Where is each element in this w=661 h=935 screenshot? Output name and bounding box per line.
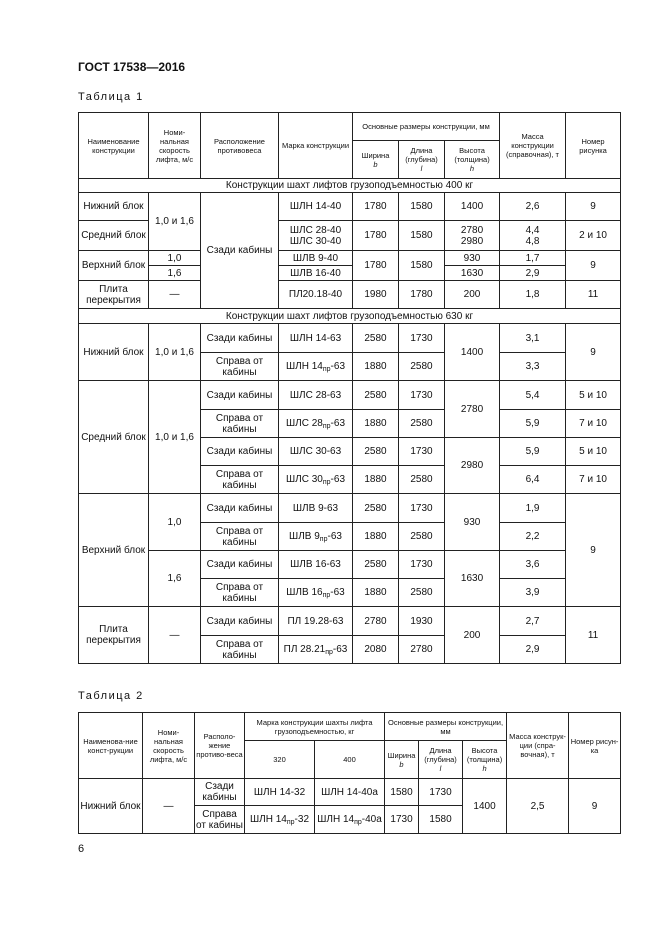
figure-cell: 5 и 10 — [566, 438, 621, 466]
mark-cell: ШЛС 28-40 ШЛС 30-40 — [279, 221, 353, 251]
counterweight-cell: Справа от кабины — [201, 353, 279, 381]
mark-cell: ШЛВ $9_{пр}-63$ — [279, 523, 353, 551]
hdr-counterweight: Расположение противовеса — [201, 113, 279, 179]
length-cell: 2580 — [399, 466, 445, 494]
hdr-name: Наименова-ние конст-рукции — [79, 713, 143, 779]
mass-cell: 3,3 — [500, 353, 566, 381]
mass-cell: 4,4 4,8 — [500, 221, 566, 251]
length-cell: 1730 — [419, 779, 463, 806]
width-cell: 2780 — [353, 607, 399, 636]
mark-cell: ШЛС $28_{пр}-63$ — [279, 410, 353, 438]
counterweight-cell: Справа от кабины — [201, 579, 279, 607]
mass-cell: 2,7 — [500, 607, 566, 636]
counterweight-cell: Сзади кабины — [201, 551, 279, 579]
mark-cell: ШЛС $30_{пр}-63$ — [279, 466, 353, 494]
width-cell: 2080 — [353, 636, 399, 664]
mark-320-cell: ШЛН 14-32 — [245, 779, 315, 806]
hdr-dims: Основные размеры конструкции, мм — [353, 113, 500, 141]
mass-cell: 5,9 — [500, 438, 566, 466]
hdr-height: Высота (толщина) h — [445, 141, 500, 179]
mass-cell: 2,2 — [500, 523, 566, 551]
hdr-speed: Номи-нальная скорость лифта, м/с — [143, 713, 195, 779]
hdr-length: Длина (глубина) l — [399, 141, 445, 179]
table2 — [78, 712, 621, 834]
figure-cell: 9 — [566, 193, 621, 221]
counterweight-cell: Справа от кабины — [195, 806, 245, 834]
length-cell: 2580 — [399, 579, 445, 607]
speed-cell: 1,0 и 1,6 — [149, 193, 201, 251]
mass-cell: 3,1 — [500, 324, 566, 353]
mass-cell: 5,9 — [500, 410, 566, 438]
width-cell: 1880 — [353, 579, 399, 607]
mass-cell: 2,9 — [500, 266, 566, 281]
table1-caption: Таблица 1 — [78, 91, 144, 103]
counterweight-cell: Справа от кабины — [201, 466, 279, 494]
table2-caption: Таблица 2 — [78, 690, 144, 702]
counterweight-cell: Справа от кабины — [201, 636, 279, 664]
speed-cell: 1,0 и 1,6 — [149, 324, 201, 381]
mark-cell: ШЛВ $16_{пр}-63$ — [279, 579, 353, 607]
row-name: Нижний блок — [79, 779, 143, 834]
mark-cell: ШЛН $14_{пр}-63$ — [279, 353, 353, 381]
mark-cell: ШЛВ 16-63 — [279, 551, 353, 579]
figure-cell: 9 — [569, 779, 621, 834]
length-cell: 1580 — [399, 251, 445, 281]
mark-400-cell: ШЛН $14_{пр}-40а$ — [315, 806, 385, 834]
row-name: Средний блок — [79, 381, 149, 494]
page-number: 6 — [78, 843, 85, 855]
hdr-mark: Марка конструкции — [279, 113, 353, 179]
height-cell: 2780 2980 — [445, 221, 500, 251]
mark-cell: ШЛВ 9-40 — [279, 251, 353, 266]
figure-cell: 2 и 10 — [566, 221, 621, 251]
hdr-counterweight: Располо-жение противо-веса — [195, 713, 245, 779]
height-cell: 1400 — [445, 193, 500, 221]
hdr-mass: Масса конструкции (справочная), т — [500, 113, 566, 179]
height-cell: 1630 — [445, 266, 500, 281]
width-cell: 1780 — [353, 193, 399, 221]
table1 — [78, 112, 621, 664]
row-name: Нижний блок — [79, 193, 149, 221]
mass-cell: 1,8 — [500, 281, 566, 309]
hdr-height: Высота (толщина) h — [463, 741, 507, 779]
length-cell: 1580 — [419, 806, 463, 834]
mark-cell: ШЛС 28-63 — [279, 381, 353, 410]
height-cell: 2980 — [445, 438, 500, 494]
mark-cell: ШЛВ 9-63 — [279, 494, 353, 523]
height-cell: 930 — [445, 251, 500, 266]
mark-400-cell: ШЛН 14-40а — [315, 779, 385, 806]
figure-cell: 9 — [566, 324, 621, 381]
width-cell: 2580 — [353, 438, 399, 466]
width-cell: 1780 — [353, 251, 399, 281]
mark-320-cell: ШЛН $14_{пр}-32$ — [245, 806, 315, 834]
mark-cell: ШЛС 30-63 — [279, 438, 353, 466]
width-cell: 1980 — [353, 281, 399, 309]
row-name: Нижний блок — [79, 324, 149, 381]
length-cell: 1730 — [399, 438, 445, 466]
figure-cell: 9 — [566, 251, 621, 281]
width-cell: 1780 — [353, 221, 399, 251]
row-name: Плита перекрытия — [79, 607, 149, 664]
length-cell: 1730 — [399, 381, 445, 410]
row-name: Верхний блок — [79, 251, 149, 281]
mark-cell: ПЛ20.18-40 — [279, 281, 353, 309]
hdr-name: Наименование конструкции — [79, 113, 149, 179]
height-cell: 930 — [445, 494, 500, 551]
hdr-dims: Основные размеры конструкции, мм — [385, 713, 507, 741]
hdr-cap-400: 400 — [315, 741, 385, 779]
mass-cell: 1,7 — [500, 251, 566, 266]
speed-cell: 1,0 — [149, 494, 201, 551]
counterweight-cell: Сзади кабины — [195, 779, 245, 806]
figure-cell: 7 и 10 — [566, 466, 621, 494]
length-cell: 1730 — [399, 324, 445, 353]
width-cell: 1880 — [353, 410, 399, 438]
hdr-mark: Марка конструкции шахты лифта грузоподъемностью, кг — [245, 713, 385, 741]
mass-cell: 1,9 — [500, 494, 566, 523]
counterweight-cell: Справа от кабины — [201, 523, 279, 551]
length-cell: 1780 — [399, 281, 445, 309]
length-cell: 2580 — [399, 523, 445, 551]
hdr-speed: Номи-нальная скорость лифта, м/с — [149, 113, 201, 179]
mark-cell: ШЛН 14-40 — [279, 193, 353, 221]
hdr-width: Ширина b — [353, 141, 399, 179]
length-cell: 2780 — [399, 636, 445, 664]
hdr-mass: Масса конструк-ции (спра-вочная), т — [507, 713, 569, 779]
width-cell: 1880 — [353, 353, 399, 381]
length-cell: 1930 — [399, 607, 445, 636]
width-cell: 1880 — [353, 466, 399, 494]
figure-cell: 7 и 10 — [566, 410, 621, 438]
width-cell: 1880 — [353, 523, 399, 551]
row-name: Средний блок — [79, 221, 149, 251]
mass-cell: 2,9 — [500, 636, 566, 664]
figure-cell: 11 — [566, 607, 621, 664]
mark-cell: ПЛ 19.28-63 — [279, 607, 353, 636]
mass-cell: 2,6 — [500, 193, 566, 221]
height-cell: 1400 — [445, 324, 500, 381]
height-cell: 1630 — [445, 551, 500, 607]
figure-cell: 11 — [566, 281, 621, 309]
counterweight-cell: Сзади кабины — [201, 381, 279, 410]
mass-cell: 2,5 — [507, 779, 569, 834]
counterweight-cell: Справа от кабины — [201, 410, 279, 438]
length-cell: 1580 — [399, 193, 445, 221]
hdr-figure: Номер рисунка — [566, 113, 621, 179]
counterweight-cell: Сзади кабины — [201, 494, 279, 523]
counterweight-cell: Сзади кабины — [201, 193, 279, 309]
section-title: Конструкции шахт лифтов грузоподъемностью 400 кг — [79, 179, 621, 193]
figure-cell: 5 и 10 — [566, 381, 621, 410]
height-cell: 1400 — [463, 779, 507, 834]
width-cell: 1730 — [385, 806, 419, 834]
speed-cell: 1,6 — [149, 266, 201, 281]
speed-cell: 1,0 — [149, 251, 201, 266]
width-cell: 2580 — [353, 324, 399, 353]
hdr-cap-320: 320 — [245, 741, 315, 779]
counterweight-cell: Сзади кабины — [201, 607, 279, 636]
section-title: Конструкции шахт лифтов грузоподъемностью 630 кг — [79, 309, 621, 324]
row-name: Плита перекрытия — [79, 281, 149, 309]
hdr-width: Ширина b — [385, 741, 419, 779]
length-cell: 2580 — [399, 410, 445, 438]
speed-cell: 1,6 — [149, 551, 201, 607]
mark-cell: ШЛВ 16-40 — [279, 266, 353, 281]
mass-cell: 5,4 — [500, 381, 566, 410]
length-cell: 2580 — [399, 353, 445, 381]
length-cell: 1730 — [399, 551, 445, 579]
hdr-figure: Номер рисун-ка — [569, 713, 621, 779]
width-cell: 2580 — [353, 381, 399, 410]
speed-cell: — — [149, 607, 201, 664]
mark-cell: ШЛН 14-63 — [279, 324, 353, 353]
speed-cell: — — [149, 281, 201, 309]
mass-cell: 3,6 — [500, 551, 566, 579]
length-cell: 1580 — [399, 221, 445, 251]
height-cell: 2780 — [445, 381, 500, 438]
row-name: Верхний блок — [79, 494, 149, 607]
counterweight-cell: Сзади кабины — [201, 324, 279, 353]
width-cell: 2580 — [353, 494, 399, 523]
speed-cell: 1,0 и 1,6 — [149, 381, 201, 494]
hdr-length: Длина (глубина) l — [419, 741, 463, 779]
length-cell: 1730 — [399, 494, 445, 523]
mass-cell: 6,4 — [500, 466, 566, 494]
height-cell: 200 — [445, 281, 500, 309]
counterweight-cell: Сзади кабины — [201, 438, 279, 466]
mass-cell: 3,9 — [500, 579, 566, 607]
figure-cell: 9 — [566, 494, 621, 607]
speed-cell: — — [143, 779, 195, 834]
height-cell: 200 — [445, 607, 500, 664]
width-cell: 2580 — [353, 551, 399, 579]
width-cell: 1580 — [385, 779, 419, 806]
mark-cell: ПЛ $28.21_{пр}-63$ — [279, 636, 353, 664]
document-code: ГОСТ 17538—2016 — [78, 60, 186, 74]
